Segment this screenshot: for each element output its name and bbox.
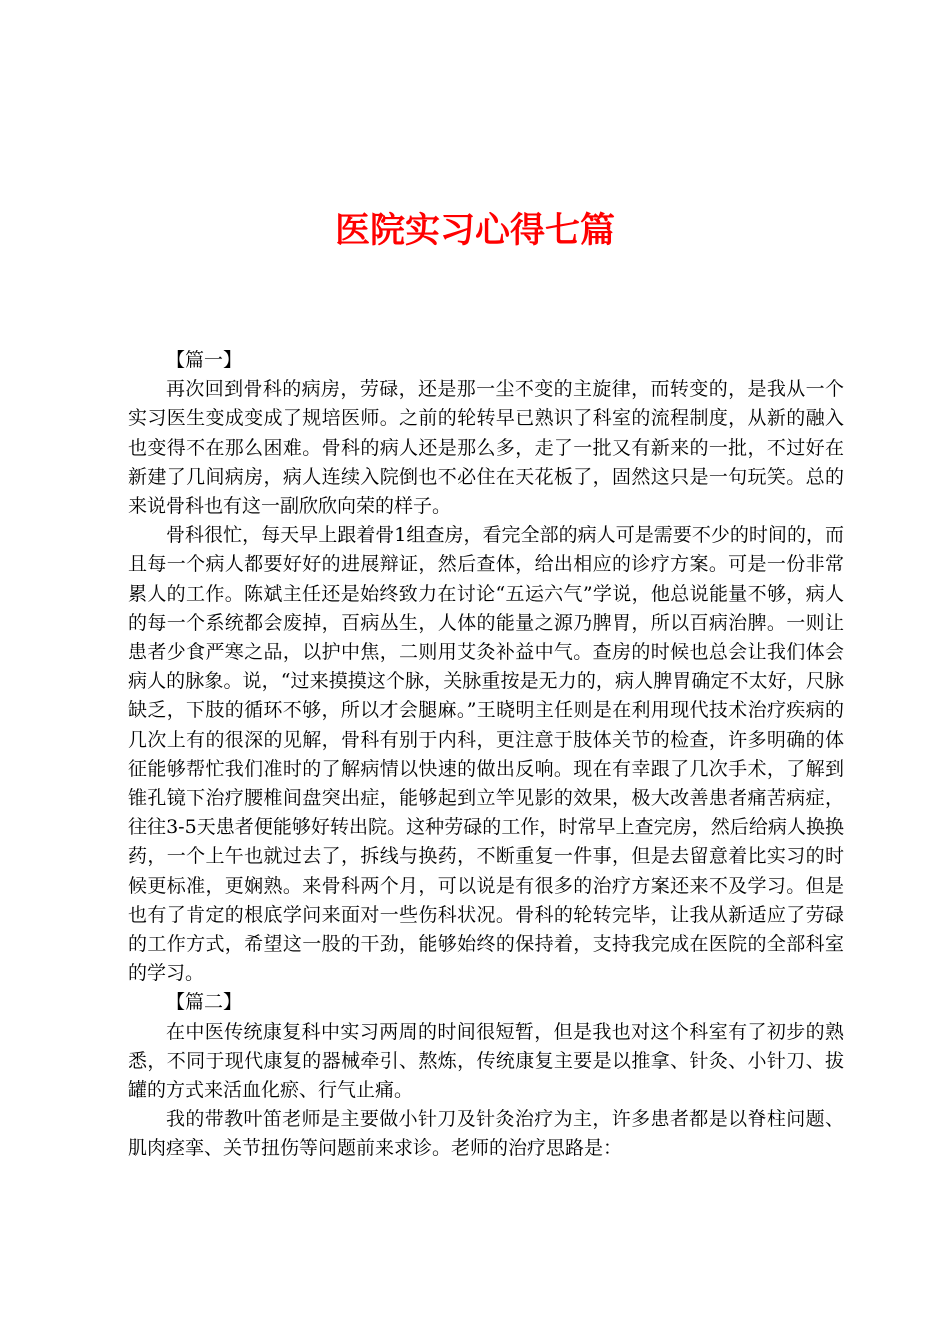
paragraph: 在中医传统康复科中实习两周的时间很短暂，但是我也对这个科室有了初步的熟悉，不同于现代康复的器械牵引、熬炼，传统康复主要是以推拿、针灸、小针刀、拔罐的方式来活血化瘀、行气止痛。 (128, 1020, 844, 1102)
paragraph: 骨科很忙，每天早上跟着骨1组查房，看完全部的病人可是需要不少的时间的，而且每一个病人都要好好的进展辩证，然后查体，给出相应的诊疗方案。可是一份非常累人的工作。陈斌主任还是始终致力在讨论“五运六气”学说，他总说能量不够，病人的每一个系统都会废掉，百病丛生，人体的能量之源乃脾胃，所以百病治脾。一则让患者少食严寒之品，以护中焦，二则用艾灸补益中气。查房的时候也总会让我们体会病人的脉象。说，“过来摸摸这个脉，关脉重按是无力的，病人脾胃确定不太好，尺脉缺乏，下肢的循环不够，所以才会腿麻。”王晓明主任则是在利用现代技术治疗疾病的几次上有的很深的见解，骨科有别于内科，更注意于肢体关节的检查，许多明确的体征能够帮忙我们准时的了解病情以快速的做出反响。现在有幸跟了几次手术，了解到锥孔镜下治疗腰椎间盘突出症，能够起到立竿见影的效果，极大改善患者痛苦病症，往往3-5天患者便能够好转出院。这种劳碌的工作，时常早上查完房，然后给病人换换药，一个上午也就过去了，拆线与换药，不断重复一件事，但是去留意着比实习的时候更标准，更娴熟。来骨科两个月，可以说是有很多的治疗方案还来不及学习。但是也有了肯定的根底学问来面对一些伤科状况。骨科的轮转完毕，让我从新适应了劳碌的工作方式，希望这一股的干劲，能够始终的保持着，支持我完成在医院的全部科室的学习。 (128, 524, 844, 985)
document-title: 医院实习心得七篇 (334, 210, 615, 251)
section-heading-1: 【篇一】 (166, 349, 243, 371)
paragraph: 我的带教叶笛老师是主要做小针刀及针灸治疗为主，许多患者都是以脊柱问题、肌肉痉挛、关节扭伤等问题前来求诊。老师的治疗思路是： (128, 1108, 844, 1160)
paragraph: 再次回到骨科的病房，劳碌，还是那一尘不变的主旋律，而转变的，是我从一个实习医生变成变成了规培医师。之前的轮转早已熟识了科室的流程制度，从新的融入也变得不在那么困难。骨科的病人还是那么多，走了一批又有新来的一批，不过好在新建了几间病房，病人连续入院倒也不必住在天花板了，固然这只是一句玩笑。总的来说骨科也有这一副欣欣向荣的样子。 (128, 378, 844, 518)
section-heading-2: 【篇二】 (166, 991, 243, 1014)
document-body (128, 346, 844, 1164)
